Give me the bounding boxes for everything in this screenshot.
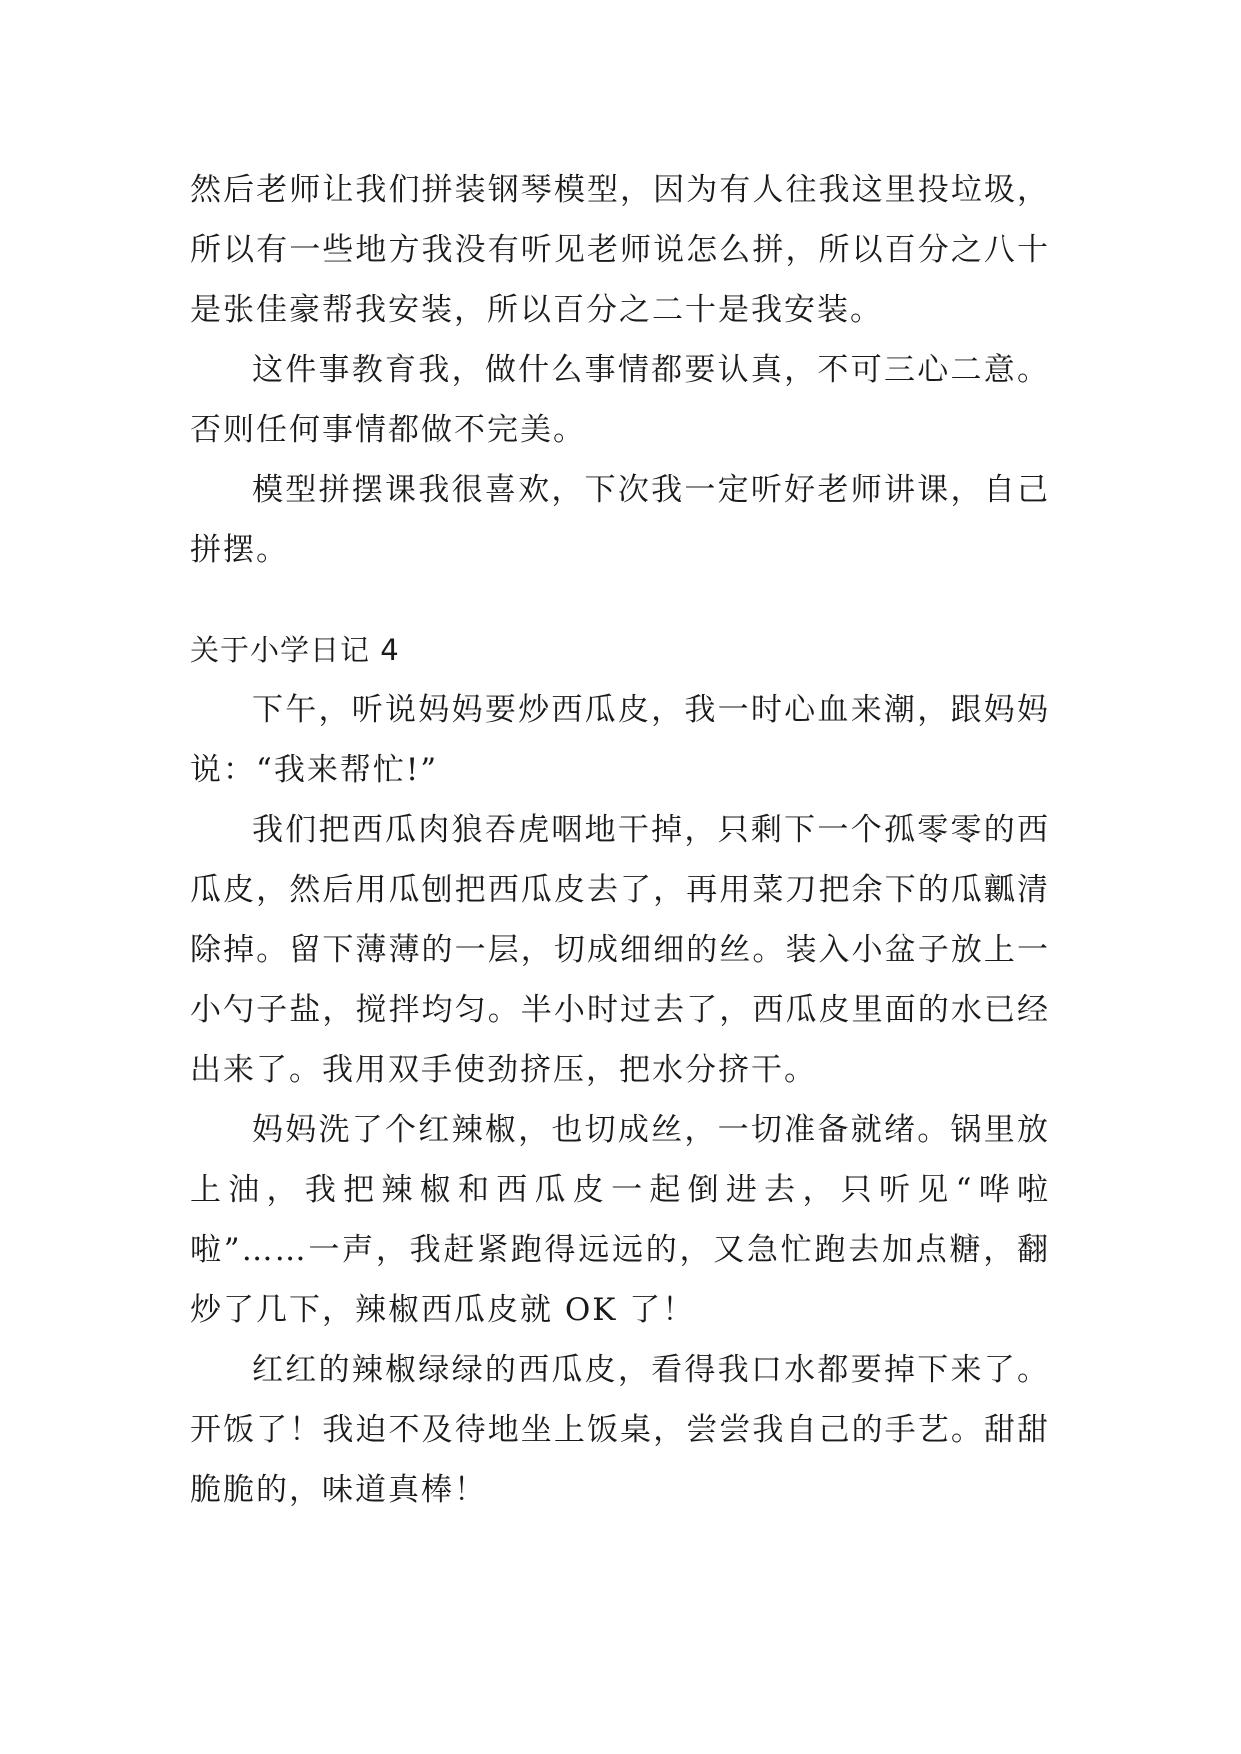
section-title: 关于小学日记 4 — [190, 633, 400, 667]
paragraph: 我们把西瓜肉狼吞虎咽地干掉，只剩下一个孤零零的西瓜皮，然后用瓜刨把西瓜皮去了，再用菜刀把余下的瓜瓤清除掉。留下薄薄的一层，切成细细的丝。装入小盆子放上一小勺子盐，搅拌均匀。半小时过去了，西瓜皮里面的水已经出来了。我用双手使劲挤压，把水分挤干。 — [190, 812, 1050, 1088]
diary-entry-4 — [190, 620, 1050, 1520]
paragraph: 这件事教育我，做什么事情都要认真，不可三心二意。否则任何事情都做不完美。 — [190, 352, 1050, 448]
paragraph: 下午，听说妈妈要炒西瓜皮，我一时心血来潮，跟妈妈说：“我来帮忙!” — [190, 692, 1050, 788]
paragraph: 然后老师让我们拼装钢琴模型，因为有人往我这里投垃圾，所以有一些地方我没有听见老师说怎么拼，所以百分之八十是张佳豪帮我安装，所以百分之二十是我安装。 — [190, 172, 1050, 328]
paragraph: 妈妈洗了个红辣椒，也切成丝，一切准备就绪。锅里放上油，我把辣椒和西瓜皮一起倒进去，只听见“哗啦啦”……一声，我赶紧跑得远远的，又急忙跑去加点糖，翻炒了几下，辣椒西瓜皮就 OK 了！ — [190, 1112, 1050, 1328]
paragraph: 模型拼摆课我很喜欢，下次我一定听好老师讲课，自己拼摆。 — [190, 472, 1050, 568]
paragraph: 红红的辣椒绿绿的西瓜皮，看得我口水都要掉下来了。开饭了！我迫不及待地坐上饭桌，尝尝我自己的手艺。甜甜脆脆的，味道真棒！ — [190, 1352, 1050, 1508]
diary-entry-continuation — [190, 160, 1050, 580]
